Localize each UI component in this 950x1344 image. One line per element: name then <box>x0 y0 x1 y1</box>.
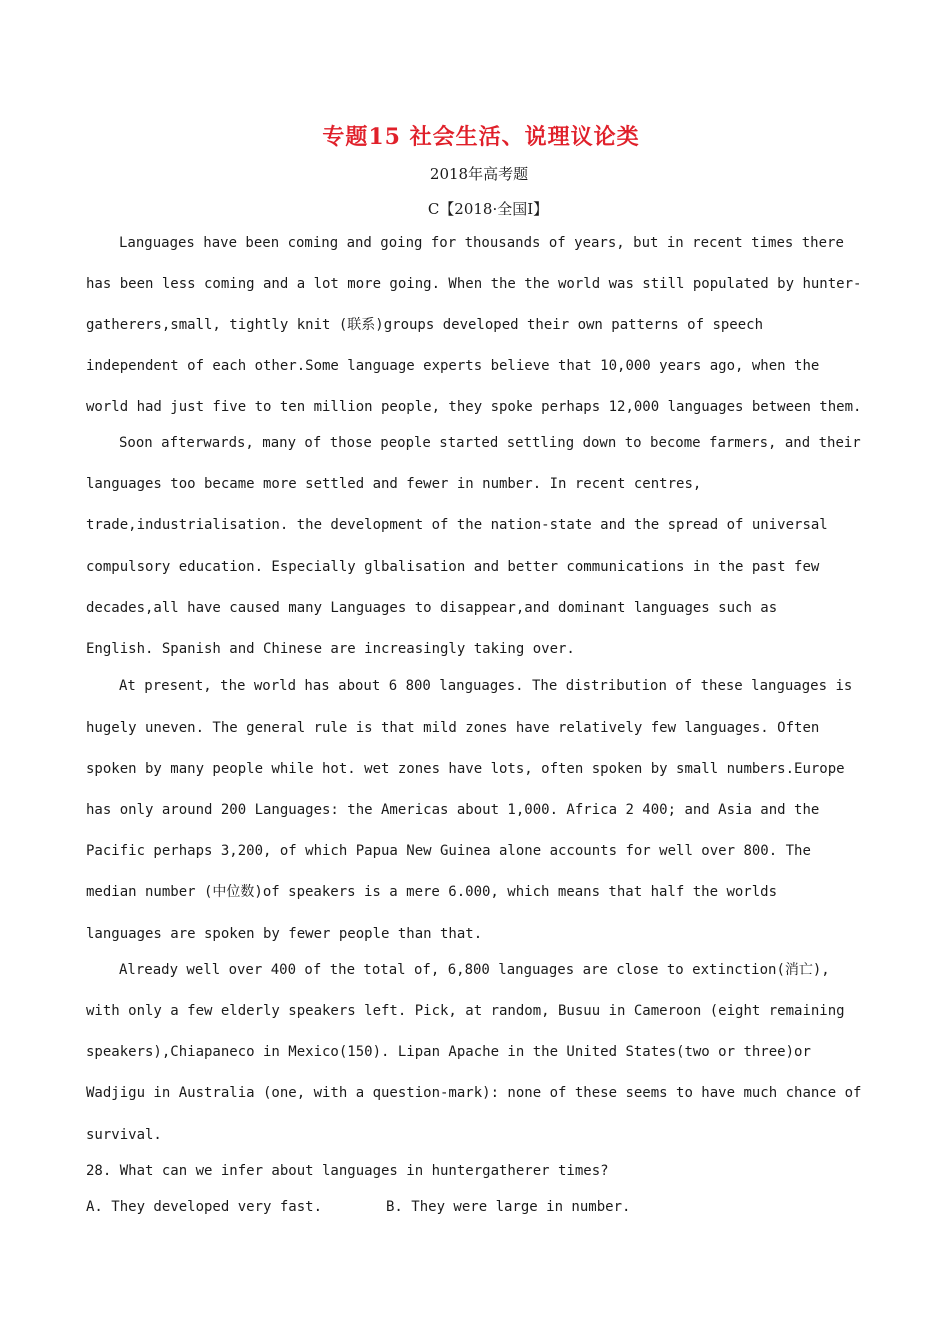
text-line: Already well over 400 of the total of, 6,800 languages are close to extinction(消亡), <box>119 962 830 978</box>
text-line: English. Spanish and Chinese are increasingly taking over. <box>86 641 575 657</box>
text-line: gatherers,small, tightly knit (联系)groups developed their own patterns of speech <box>86 317 764 333</box>
text-line: independent of each other.Some language experts believe that 10,000 years ago, when the <box>86 358 820 374</box>
passage-source: C【2018·全国I】 <box>427 200 549 218</box>
text-line: compulsory education. Especially glbalisation and better communications in the past few <box>86 559 820 575</box>
option-a: A. They developed very fast. <box>86 1199 323 1215</box>
text-line: Wadjigu in Australia (one, with a question-mark): none of these seems to have much chance of <box>86 1085 862 1101</box>
text-line: speakers),Chiapaneco in Mexico(150). Lipan Apache in the United States(two or three)or <box>86 1044 811 1060</box>
text-line: At present, the world has about 6 800 languages. The distribution of these languages is <box>119 678 853 694</box>
text-line: trade,industrialisation. the development of the nation-state and the spread of universal <box>86 517 828 533</box>
text-line: spoken by many people while hot. wet zones have lots, often spoken by small numbers.Europe <box>86 761 845 777</box>
option-b: B. They were large in number. <box>386 1199 631 1215</box>
text-line: median number (中位数)of speakers is a mere 6.000, which means that half the worlds <box>86 884 778 900</box>
text-line: languages are spoken by fewer people than that. <box>86 926 483 942</box>
text-line: languages too became more settled and fewer in number. In recent centres, <box>86 476 702 492</box>
text-line: has been less coming and a lot more going. When the the world was still populated by hunter- <box>86 276 862 292</box>
text-line: decades,all have caused many Languages to disappear,and dominant languages such as <box>86 600 778 616</box>
text-line: with only a few elderly speakers left. Pick, at random, Busuu in Cameroon (eight remaining <box>86 1003 845 1019</box>
text-line: Pacific perhaps 3,200, of which Papua New Guinea alone accounts for well over 800. The <box>86 843 811 859</box>
question-stem: 28. What can we infer about languages in huntergatherer times? <box>86 1163 609 1179</box>
text-line: hugely uneven. The general rule is that mild zones have relatively few languages. Often <box>86 720 820 736</box>
document-subtitle: 2018年高考题 <box>429 165 529 183</box>
text-line: Languages have been coming and going for thousands of years, but in recent times there <box>119 235 844 251</box>
document-title: 专题15 社会生活、说理议论类 <box>322 124 640 150</box>
text-line: has only around 200 Languages: the Americas about 1,000. Africa 2 400; and Asia and the <box>86 802 820 818</box>
text-line: survival. <box>86 1127 162 1143</box>
text-line: Soon afterwards, many of those people started settling down to become farmers, and their <box>119 435 861 451</box>
text-line: world had just five to ten million people, they spoke perhaps 12,000 languages between them. <box>86 399 862 415</box>
